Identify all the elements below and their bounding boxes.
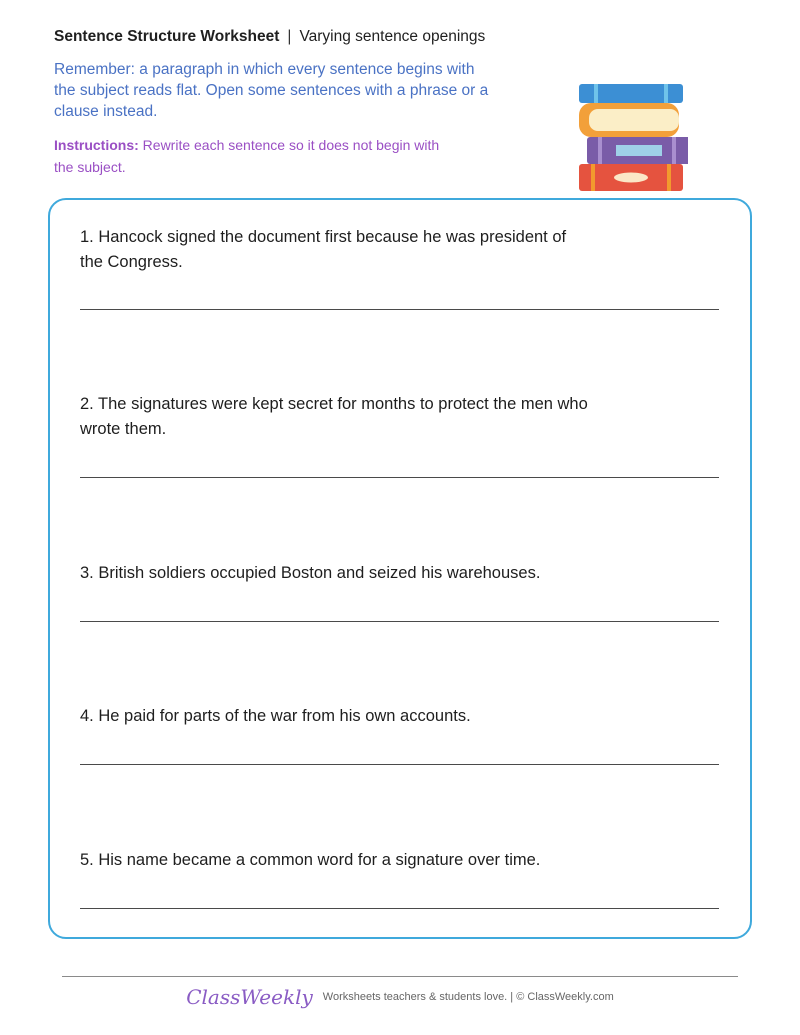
book-blue [579,84,683,103]
footer [0,985,800,1009]
book-orange [579,103,679,137]
answer-line-4[interactable] [80,764,719,765]
answer-line-3[interactable] [80,621,719,622]
instructions [54,134,524,178]
brand-logo: ClassWeekly [186,985,313,1009]
book-purple [587,137,688,164]
worksheet-title: Sentence Structure Worksheet [54,28,280,45]
question-1 [80,225,720,275]
worksheet-subtitle: Varying sentence openings [299,28,486,45]
footer-divider [62,976,738,977]
question-text: 2. The signatures were kept secret for months to protect the men who [80,395,588,413]
remember-line: the subject reads flat. Open some sentences with a phrase or a [54,82,489,99]
answer-line-1[interactable] [80,309,719,310]
remember-note [54,59,554,122]
instructions-text: Rewrite each sentence so it does not begin with [138,137,440,153]
question-2 [80,392,720,442]
answer-line-5[interactable] [80,908,719,909]
book-red [579,164,683,191]
title-separator: | [287,28,292,45]
instructions-line: the subject. [54,159,126,175]
question-4 [80,704,720,729]
question-text: 1. Hancock signed the document first because he was president of [80,228,567,246]
question-3 [80,561,720,586]
answer-line-2[interactable] [80,477,719,478]
header [54,28,485,46]
footer-tagline: Worksheets teachers & students love. | © ClassWeekly.com [322,991,614,1003]
remember-line: clause instead. [54,103,158,120]
remember-line: Remember: a paragraph in which every sentence begins with [54,61,475,78]
question-text: 3. British soldiers occupied Boston and seized his warehouses. [80,564,541,582]
instructions-label: Instructions: [54,137,139,153]
instructions-line [54,134,524,156]
stack-of-books-icon [576,80,688,195]
question-text: wrote them. [80,420,167,438]
question-5 [80,848,720,873]
question-text: 5. His name became a common word for a signature over time. [80,851,541,869]
question-text: the Congress. [80,253,183,271]
question-text: 4. He paid for parts of the war from his own accounts. [80,707,471,725]
